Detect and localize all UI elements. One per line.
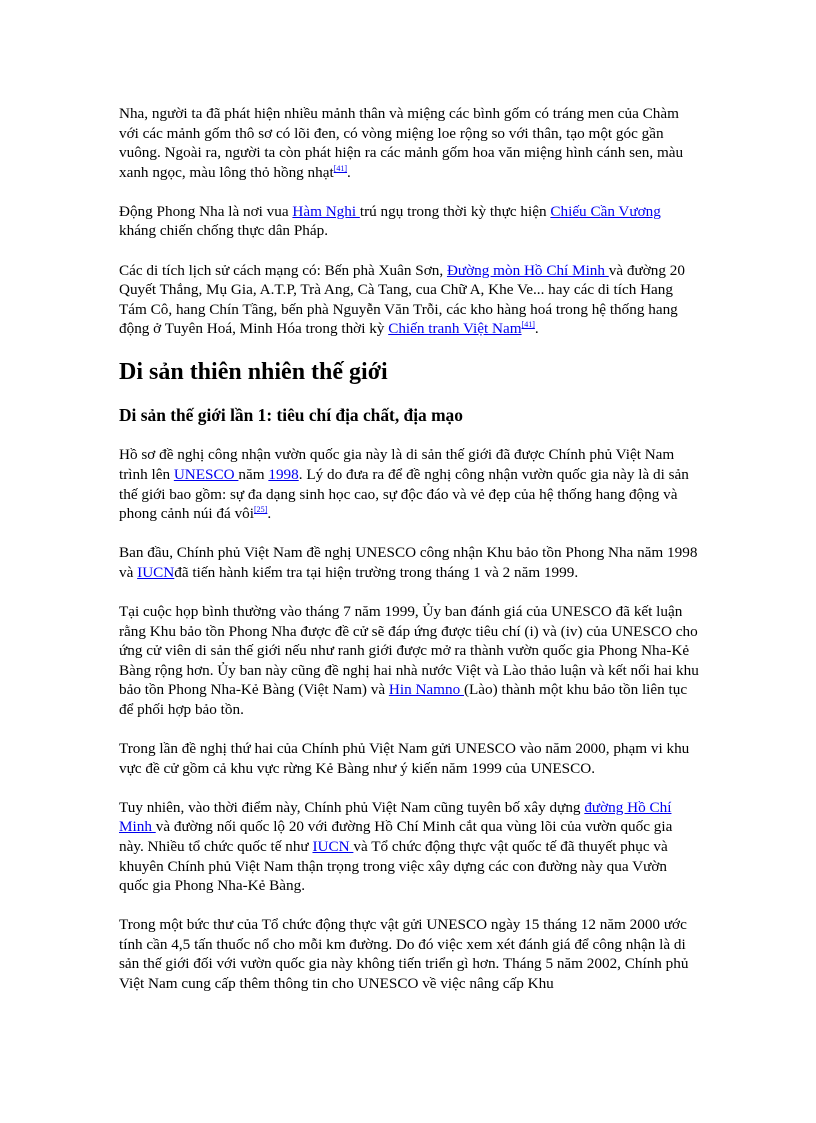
paragraph-initial-proposal <box>119 543 699 582</box>
paragraph-text: Trong lần đề nghị thứ hai của Chính phủ Việt Nam gửi UNESCO vào năm 2000, phạm vi khu vực đề cử gồm cả khu vực rừng Kẻ Bàng như ý kiến năm 1999 của UNESCO. <box>119 740 690 777</box>
paragraph-text: . <box>267 505 272 523</box>
paragraph-text: Ban đầu, Chính phủ Việt Nam đề nghị UNESCO công nhận Khu bảo tồn Phong Nha năm 1998 và <box>119 544 698 581</box>
paragraph-text: và đường nối quốc lộ 20 với đường Hồ Chí Minh cắt qua vùng lõi của vườn quốc gia này. Nhiều tổ chức quốc tế như <box>119 818 673 855</box>
paragraph-text: trú ngụ trong thời kỳ thực hiện <box>359 202 551 220</box>
link-iucn[interactable]: IUCN <box>312 837 354 855</box>
paragraph-second-proposal <box>119 739 699 778</box>
paragraph-text: Hồ sơ đề nghị công nhận vườn quốc gia này là di sản thế giới đã được Chính phủ Việt Nam trình lên <box>119 446 675 484</box>
paragraph-pottery-finds <box>119 104 699 182</box>
link-1998[interactable]: 1998 <box>268 466 299 484</box>
link-duong-ho-chi-minh[interactable]: đường Hồ Chí Minh <box>119 798 672 836</box>
citation-link[interactable]: [25] <box>253 505 268 515</box>
link-unesco[interactable]: UNESCO <box>173 466 239 484</box>
paragraph-text: . <box>347 163 351 181</box>
paragraph-text: kháng chiến chống thực dân Pháp. <box>119 222 328 240</box>
link-chieu-can-vuong[interactable]: Chiếu Cần Vương <box>550 202 661 220</box>
paragraph-road-construction <box>119 798 699 896</box>
subsection-heading: Di sản thế giới lần 1: tiêu chí địa chất, địa mạo <box>119 405 463 426</box>
paragraph-text: và Tổ chức động thực vật quốc tế đã thuyết phục và khuyên Chính phủ Việt Nam thận trọng trong việc xây dựng các con đường này qua Vườn quốc gia Phong Nha-Kẻ Bàng. <box>119 837 668 895</box>
citation-link[interactable]: [41] <box>521 320 535 330</box>
link-duong-mon-ho-chi-minh[interactable]: Đường mòn Hồ Chí Minh <box>446 261 609 279</box>
link-chien-tranh-viet-nam[interactable]: Chiến tranh Việt Nam <box>388 320 522 338</box>
paragraph-text: . <box>534 320 539 338</box>
section-heading: Di sản thiên nhiên thế giới <box>119 359 388 386</box>
paragraph-text: Nha, người ta đã phát hiện nhiều mảnh thân và miệng các bình gốm có tráng men của Chàm với các mảnh gốm thô sơ có lõi đen, có vòng miệng loe rộng so với thân, tạo một góc gần vuông. Ngoài ra, người ta còn phát hiện ra các mảnh gốm hoa văn miệng hình cánh sen, màu xanh ngọc, màu lông thỏ hồng nhạt <box>119 105 684 181</box>
paragraph-nomination-dossier <box>119 445 699 523</box>
paragraph-text: đã tiến hành kiểm tra tại hiện trường trong tháng 1 và 2 năm 1999. <box>174 563 579 581</box>
link-hin-namno[interactable]: Hin Namno <box>388 681 464 699</box>
paragraph-ham-nghi <box>119 202 699 241</box>
paragraph-text: Tại cuộc họp bình thường vào tháng 7 năm 1999, Ủy ban đánh giá của UNESCO đã kết luận rằng Khu bảo tồn Phong Nha được đề cử sẽ đáp ứng được tiêu chí (i) và (iv) của UNESCO cho ứng cử viên di sản thế giới nếu như ranh giới được mở ra thành vườn quốc gia Phong Nha-Kẻ Bàng rộng hơn. Ủy ban này cũng đề nghị hai nhà nước Việt và Lào thảo luận và kết nối hai khu bảo tồn Phong Nha-Kẻ Bàng (Việt Nam) và <box>119 603 699 699</box>
document-page <box>119 104 699 1013</box>
citation-link[interactable]: [41] <box>333 163 348 173</box>
paragraph-text: Trong một bức thư của Tổ chức động thực vật gửi UNESCO ngày 15 tháng 12 năm 2000 ước tính cần 4,5 tấn thuốc nổ cho mỗi km đường. Do đó việc xem xét đánh giá để công nhận là di sản thế giới đối với vườn quốc gia này không tiến triển gì hơn. Tháng 5 năm 2002, Chính phủ Việt Nam cung cấp thêm thông tin cho UNESCO về việc nâng cấp Khu <box>119 916 689 992</box>
link-ham-nghi[interactable]: Hàm Nghi <box>292 202 360 220</box>
paragraph-text: . Lý do đưa ra để đề nghị công nhận vườn quốc gia này là di sản thế giới bao gồm: sự đa dạng sinh học cao, sự độc đáo và vẻ đẹp của hệ thống hang động và phong cảnh núi đá vôi <box>119 466 689 523</box>
link-iucn[interactable]: IUCN <box>137 563 175 581</box>
paragraph-text: và đường 20 Quyết Thắng, Mụ Gia, A.T.P, Trà Ang, Cà Tang, cua Chữ A, Khe Ve... hay các di tích Hang Tám Cô, hang Chín Tầng, bến phà Nguyễn Văn Trỗi, các kho hàng hoá trong hệ thống hang động ở Tuyên Hoá, Minh Hóa trong thời kỳ <box>119 261 685 338</box>
paragraph-text: Động Phong Nha là nơi vua <box>119 202 293 220</box>
paragraph-explosives-letter <box>119 915 699 993</box>
paragraph-text: Các di tích lịch sử cách mạng có: Bến phà Xuân Sơn, <box>119 261 447 279</box>
paragraph-text: Tuy nhiên, vào thời điểm này, Chính phủ Việt Nam cũng tuyên bố xây dựng <box>119 798 585 816</box>
paragraph-text: năm <box>238 466 269 484</box>
paragraph-text: (Lào) thành một khu bảo tồn liên tục để phối hợp bảo tồn. <box>119 681 688 718</box>
paragraph-revolutionary-sites <box>119 261 699 339</box>
paragraph-committee-meeting <box>119 602 699 720</box>
